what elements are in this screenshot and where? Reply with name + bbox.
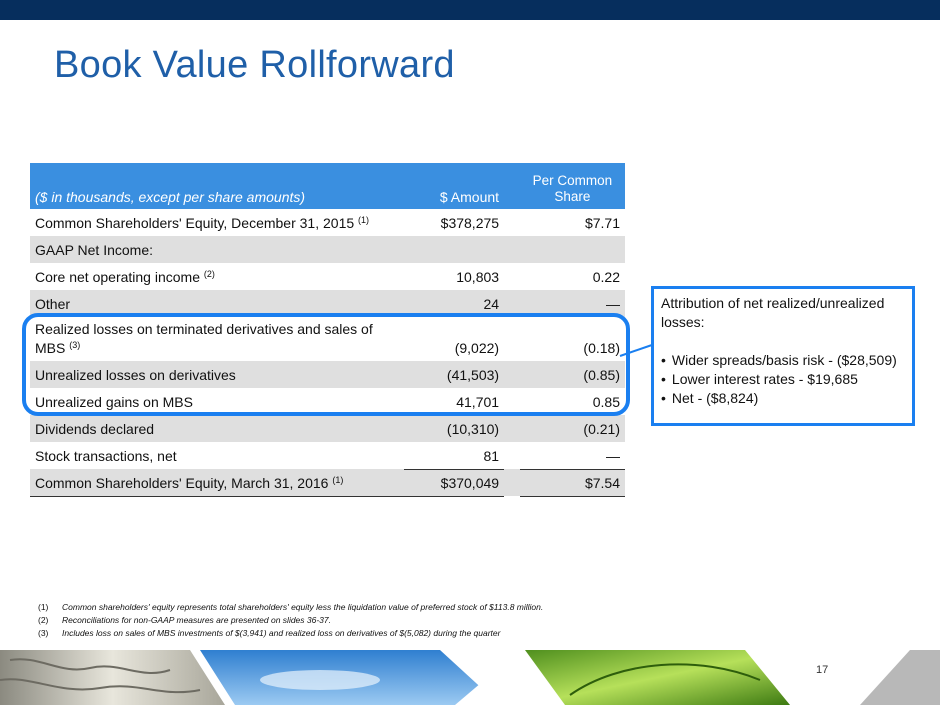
- attribution-callout: [651, 286, 915, 426]
- row-amount: (41,503): [446, 367, 500, 383]
- row-label: Realized losses on terminated derivatives and sales of MBS $^{(3)}$: [35, 321, 373, 356]
- header-amount: $ Amount: [439, 189, 500, 205]
- row-amount: 24: [483, 296, 500, 312]
- page-number: 17: [816, 664, 829, 676]
- row-amount: 81: [404, 442, 505, 469]
- row-amount: 41,701: [456, 394, 500, 410]
- page-title: Book Value Rollforward: [54, 44, 455, 86]
- row-amount: 10,803: [456, 269, 500, 285]
- row-label: Unrealized gains on MBS: [35, 394, 193, 410]
- table-row: [30, 263, 625, 290]
- row-label: Other: [35, 296, 71, 312]
- row-share: 0.85: [592, 394, 620, 410]
- row-label: Dividends declared: [35, 421, 155, 437]
- callout-bullet: • Lower interest rates - $19,685: [661, 370, 905, 389]
- row-amount: $378,275: [440, 215, 500, 231]
- callout-bullet: • Wider spreads/basis risk - ($28,509): [661, 351, 905, 370]
- row-amount: [404, 236, 505, 263]
- row-share: (0.85): [583, 367, 620, 383]
- row-label: Common Shareholders' Equity, December 31, 2015 $^{(1)}$: [35, 215, 370, 231]
- row-share: —: [520, 442, 625, 469]
- row-share: $7.71: [584, 215, 620, 231]
- row-share: [520, 236, 625, 263]
- row-amount: (9,022): [454, 340, 500, 356]
- row-share: (0.21): [583, 421, 620, 437]
- table-row: [30, 415, 625, 442]
- leaf-image: [525, 650, 790, 705]
- header-per-share: [520, 163, 625, 209]
- footnote: (1) Common shareholders' equity represents total shareholders' equity less the liquidation value of preferred stock of $113.8 million.: [38, 602, 544, 612]
- row-share: (0.18): [583, 340, 620, 356]
- table-header-row: [30, 163, 625, 209]
- top-banner: [0, 0, 940, 20]
- rope-image: [0, 650, 225, 705]
- footnote: (2) Reconciliations for non-GAAP measures are presented on slides 36-37.: [38, 615, 331, 625]
- callout-bullet: • Net - ($8,824): [661, 389, 905, 408]
- table-row: [30, 209, 625, 236]
- row-label: Common Shareholders' Equity, March 31, 2016 $^{(1)}$: [30, 469, 404, 496]
- table-row: [30, 236, 625, 263]
- row-amount: (10,310): [446, 421, 500, 437]
- header-share-line2: Share: [554, 189, 591, 204]
- row-amount: $370,049: [404, 469, 505, 496]
- header-share-line1: Per Common: [532, 173, 613, 188]
- header-label: ($ in thousands, except per share amounts): [35, 189, 306, 205]
- row-label: Core net operating income $^{(2)}$: [35, 269, 215, 285]
- callout-title: Attribution of net realized/unrealized losses:: [661, 295, 885, 330]
- gray-corner: [860, 650, 940, 705]
- row-share: 0.22: [592, 269, 620, 285]
- footnotes: [38, 601, 738, 640]
- row-label: Unrealized losses on derivatives: [35, 367, 236, 383]
- row-label: GAAP Net Income:: [35, 242, 154, 258]
- footnote: (3) Includes loss on sales of MBS investments of $(3,941) and realized loss on derivatives of $(5,082) during the quarter: [38, 628, 501, 638]
- callout-list: [661, 351, 905, 408]
- highlight-outline: [22, 313, 630, 416]
- table-row: [30, 442, 625, 469]
- row-label: Stock transactions, net: [35, 448, 177, 464]
- row-share: $7.54: [520, 469, 625, 496]
- table-row-total: [30, 469, 625, 496]
- row-share: —: [606, 296, 620, 312]
- footer-image-strip: [0, 650, 940, 705]
